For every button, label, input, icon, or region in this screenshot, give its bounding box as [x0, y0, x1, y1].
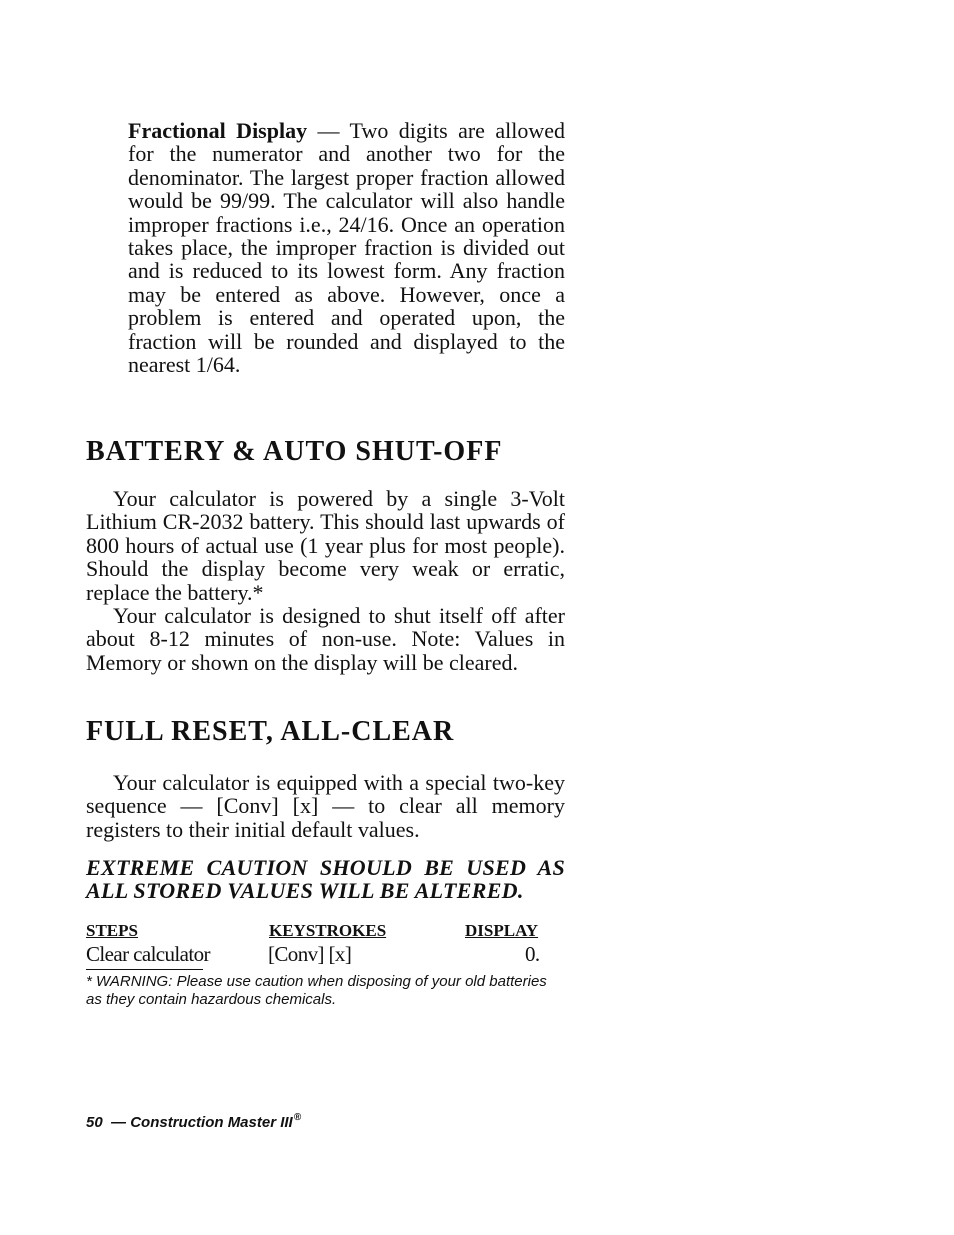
- reset-body: [86, 771, 565, 841]
- table-header-keystrokes: KEYSTROKES: [269, 921, 387, 940]
- table-cell-keystrokes: [Conv] [x]: [268, 942, 352, 966]
- table-header-display: DISPLAY: [465, 921, 539, 940]
- table-header-steps: STEPS: [86, 921, 138, 940]
- caution-notice: EXTREME CAUTION SHOULD BE USED AS ALL STORED VALUES WILL BE ALTERED.: [86, 855, 565, 904]
- page-number: 50: [86, 1114, 103, 1131]
- reset-paragraph: Your calculator is equipped with a special two-key sequence — [Conv] [x] — to clear all memory registers to their initial default values.: [86, 770, 565, 842]
- battery-warning-footnote: * WARNING: Please use caution when disposing of your old batteries as they contain hazardous chemicals.: [86, 973, 547, 1008]
- table-cell-display: 0.: [525, 942, 540, 966]
- manual-title: — Construction Master III: [111, 1114, 293, 1131]
- battery-paragraph-power: Your calculator is powered by a single 3-Volt Lithium CR-2032 battery. This should last upwards of 800 hours of actual use (1 year plus for most people). Should the display become very weak or erratic, replace the battery.*: [86, 486, 565, 605]
- table-cell-step: Clear calculator: [86, 942, 210, 966]
- battery-heading: BATTERY & AUTO SHUT-OFF: [86, 436, 503, 467]
- fractional-display-term: Fractional Display: [128, 118, 308, 143]
- fractional-display-paragraph: [128, 119, 565, 376]
- reset-heading: FULL RESET, ALL-CLEAR: [86, 716, 455, 747]
- battery-paragraph-shutoff: Your calculator is designed to shut itself off after about 8-12 minutes of non-use. Note: Values in Memory or shown on the display will be cleared.: [86, 603, 565, 675]
- page-footer: [86, 1112, 301, 1131]
- battery-body: [86, 487, 565, 674]
- fractional-display-text: — Two digits are allowed for the numerator and another two for the denominator. The largest proper fraction allowed would be 99/99. The calculator will also handle improper fractions i.e., 24/16. Once an operation takes place, the improper fraction is divided out and is reduced to its lowest form. Any fraction may be entered as above. However, once a problem is entered and operated upon, the fraction will be rounded and displayed to the nearest 1/64.: [128, 118, 565, 378]
- registered-mark: ®: [293, 1112, 302, 1123]
- footnote-divider: [86, 969, 203, 970]
